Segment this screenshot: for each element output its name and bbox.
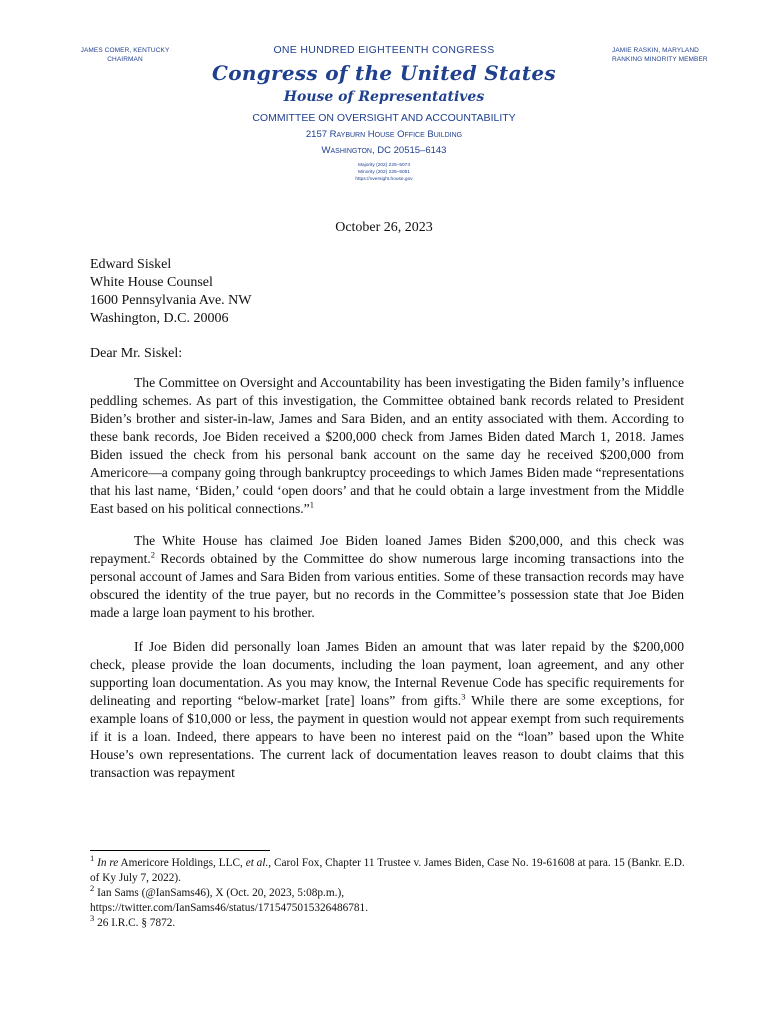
office-address: 2157 Rayburn House Office Building (305, 129, 463, 140)
footnote-1-italic-b: et al. (245, 857, 269, 869)
paragraph-2-text-b: Records obtained by the Committee do show numerous large incoming transactions into the personal account of James and Sara Biden from various entities. Some of these transaction records may have obscured the identity of the true payer, but no records in the Committee’s possession state that Joe Biden made a large loan payment to his brother. (90, 551, 684, 620)
footnote-divider (90, 850, 270, 851)
recipient-title: White House Counsel (90, 275, 213, 290)
footnote-2-number: 2 (90, 883, 95, 894)
paragraph-3-text-a: If Joe Biden did personally loan James Biden an amount that was later repaid by the $200,000 check, please provide the loan documents, including the loan payment, loan agreement, and any other supporting loan documentation. As you may know, the Internal Revenue Code has specific requirements for delineating and reporting “below-market [rate] loans” from gifts. (90, 639, 684, 708)
contact-info (0, 162, 768, 183)
house-title: House of Representatives (283, 89, 485, 105)
paragraph-1 (90, 374, 684, 518)
phone-majority: Majority (202) 225–5074 (358, 163, 410, 168)
paragraph-1-text: The Committee on Oversight and Accountability has been investigating the Biden family’s influence peddling schemes. As part of this investigation, the Committee obtained bank records related to President Biden’s brother and sister-in-law, James and Sara Biden, and an entity associated with them. According to these bank records, Joe Biden received a $200,000 check from James Biden dated March 1, 2018. James Biden issued the check from his personal bank account on the same day he received $200,000 from Americore—a company going through bankruptcy proceedings to which James Biden made “representations that his last name, ‘Biden,’ could ‘open doors’ and that he could obtain a large investment from the Middle East based on his political connections.” (90, 375, 684, 516)
footnote-1-text-a: Americore Holdings, LLC, (118, 857, 246, 869)
paragraph-3-text-b: While there are some exceptions, for example loans of $10,000 or less, the payment in question would not appear exempt from such requirements if it is a loan. Indeed, there appears to have been no interest paid on the “loan” based upon the White House’s own representations. The current lack of documentation leaves reason to doubt claims that this transaction was repayment (90, 693, 684, 780)
footnote-2-link[interactable]: https://twitter.com/IanSams46/status/1715475015326486781. (90, 902, 369, 914)
paragraph-2 (90, 532, 684, 622)
ranking-member-name: JAMIE RASKIN, MARYLAND (612, 47, 699, 54)
letter-date: October 26, 2023 (335, 220, 433, 235)
paragraph-2-text-a: The White House has claimed Joe Biden loaned James Biden $200,000, and this check was repayment. (90, 533, 684, 566)
footnote-1-italic-a: In re (97, 857, 119, 869)
footnote-2 (90, 883, 690, 901)
congress-number: ONE HUNDRED EIGHTEENTH CONGRESS (273, 44, 495, 56)
letter-body (90, 374, 684, 796)
chairman-title: CHAIRMAN (107, 56, 143, 63)
chairman-name: JAMES COMER, KENTUCKY (80, 47, 170, 54)
recipient-name: Edward Siskel (90, 257, 172, 272)
footnotes (90, 853, 690, 931)
footnote-3 (90, 913, 690, 931)
salutation: Dear Mr. Siskel: (90, 346, 183, 361)
footnote-3-number: 3 (90, 913, 95, 924)
footnote-2-text: Ian Sams (@IanSams46), X (Oct. 20, 2023, 5:08p.m.), (94, 887, 345, 899)
footnote-3-text: 26 I.R.C. § 7872. (94, 917, 176, 929)
letterhead (0, 44, 768, 183)
committee-name: COMMITTEE ON OVERSIGHT AND ACCOUNTABILITY (252, 112, 516, 124)
city-zip: Washington, DC 20515–6143 (321, 145, 447, 156)
phone-minority: Minority (202) 225–5051 (358, 170, 410, 175)
congress-title: Congress of the United States (212, 61, 556, 85)
footnote-ref-3[interactable]: 3 (461, 691, 466, 702)
footnote-ref-1[interactable]: 1 (309, 499, 314, 510)
recipient-street: 1600 Pennsylvania Ave. NW (90, 293, 252, 308)
website-link[interactable]: https://oversight.house.gov (355, 177, 413, 182)
paragraph-3 (90, 638, 684, 782)
recipient-address (90, 256, 252, 328)
footnote-ref-2[interactable]: 2 (150, 549, 156, 560)
recipient-city: Washington, D.C. 20006 (90, 311, 229, 326)
footnote-1-text-b: , Carol Fox, Chapter 11 Trustee v. James Biden, Case No. 19-61608 at para. 15 (Bankr. E.D. of Ky July 7, 2022). (90, 857, 685, 884)
footnote-1 (90, 853, 690, 886)
ranking-member-title: RANKING MINORITY MEMBER (612, 56, 708, 63)
footnote-1-number: 1 (90, 853, 95, 864)
